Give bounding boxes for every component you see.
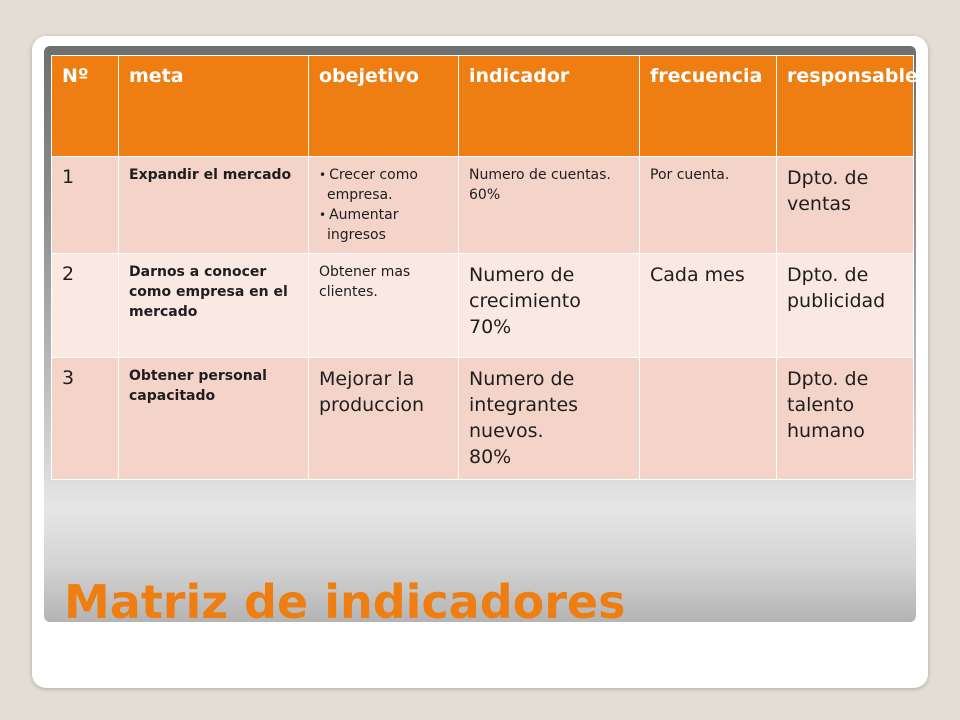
- table-row: [52, 358, 914, 480]
- table-row: [52, 254, 914, 358]
- header-meta: meta: [119, 56, 309, 157]
- indicador-percent: 70%: [469, 316, 512, 338]
- cell-responsable: [777, 254, 914, 358]
- header-responsable: responsable: [777, 56, 914, 157]
- slide-title: Matriz de indicadores: [64, 575, 626, 629]
- cell-indicador: [459, 254, 640, 358]
- cell-responsable: [777, 358, 914, 480]
- cell-meta: [119, 157, 309, 254]
- indicador-text: Numero de integrantes nuevos.: [469, 368, 579, 442]
- responsable-text: Dpto. de publicidad: [787, 264, 886, 312]
- indicator-matrix-table: [51, 55, 918, 480]
- cell-frecuencia: [640, 358, 777, 480]
- header-objetivo: obejetivo: [309, 56, 459, 157]
- cell-indicador: [459, 157, 640, 254]
- header-num: Nº: [52, 56, 119, 157]
- indicador-percent: 60%: [469, 187, 501, 203]
- cell-num: 3: [52, 358, 119, 480]
- responsable-text: Dpto. de talento humano: [787, 368, 869, 442]
- table-row: [52, 157, 914, 254]
- cell-objetivo: [309, 254, 459, 358]
- objetivo-text: Obtener mas clientes.: [319, 264, 411, 300]
- list-item: • Aumentar ingresos: [319, 207, 399, 243]
- header-frecuencia: frecuencia: [640, 56, 777, 157]
- objetivo-text: Mejorar la produccion: [319, 368, 425, 416]
- cell-meta: [119, 254, 309, 358]
- objetivo-bullet-list: [319, 165, 448, 245]
- cell-indicador: [459, 358, 640, 480]
- cell-num: 2: [52, 254, 119, 358]
- frecuencia-text: Cada mes: [650, 264, 745, 286]
- cell-objetivo: [309, 358, 459, 480]
- meta-text: Expandir el mercado: [129, 167, 292, 183]
- bullet-icon: •: [319, 208, 327, 222]
- meta-text: Obtener personal capacitado: [129, 368, 267, 404]
- indicador-percent: 80%: [469, 446, 512, 468]
- cell-objetivo: [309, 157, 459, 254]
- cell-frecuencia: [640, 157, 777, 254]
- cell-responsable: [777, 157, 914, 254]
- meta-text: Darnos a conocer como empresa en el mercado: [129, 264, 288, 320]
- indicador-text: Numero de crecimiento: [469, 264, 581, 312]
- cell-frecuencia: [640, 254, 777, 358]
- header-indicador: indicador: [459, 56, 640, 157]
- bullet-icon: •: [319, 168, 327, 182]
- responsable-text: Dpto. de ventas: [787, 167, 869, 215]
- indicador-text: Numero de cuentas.: [469, 167, 611, 183]
- cell-num: 1: [52, 157, 119, 254]
- table-header-row: [52, 56, 914, 157]
- frecuencia-text: Por cuenta.: [650, 167, 730, 183]
- list-item: • Crecer como empresa.: [319, 167, 418, 203]
- cell-meta: [119, 358, 309, 480]
